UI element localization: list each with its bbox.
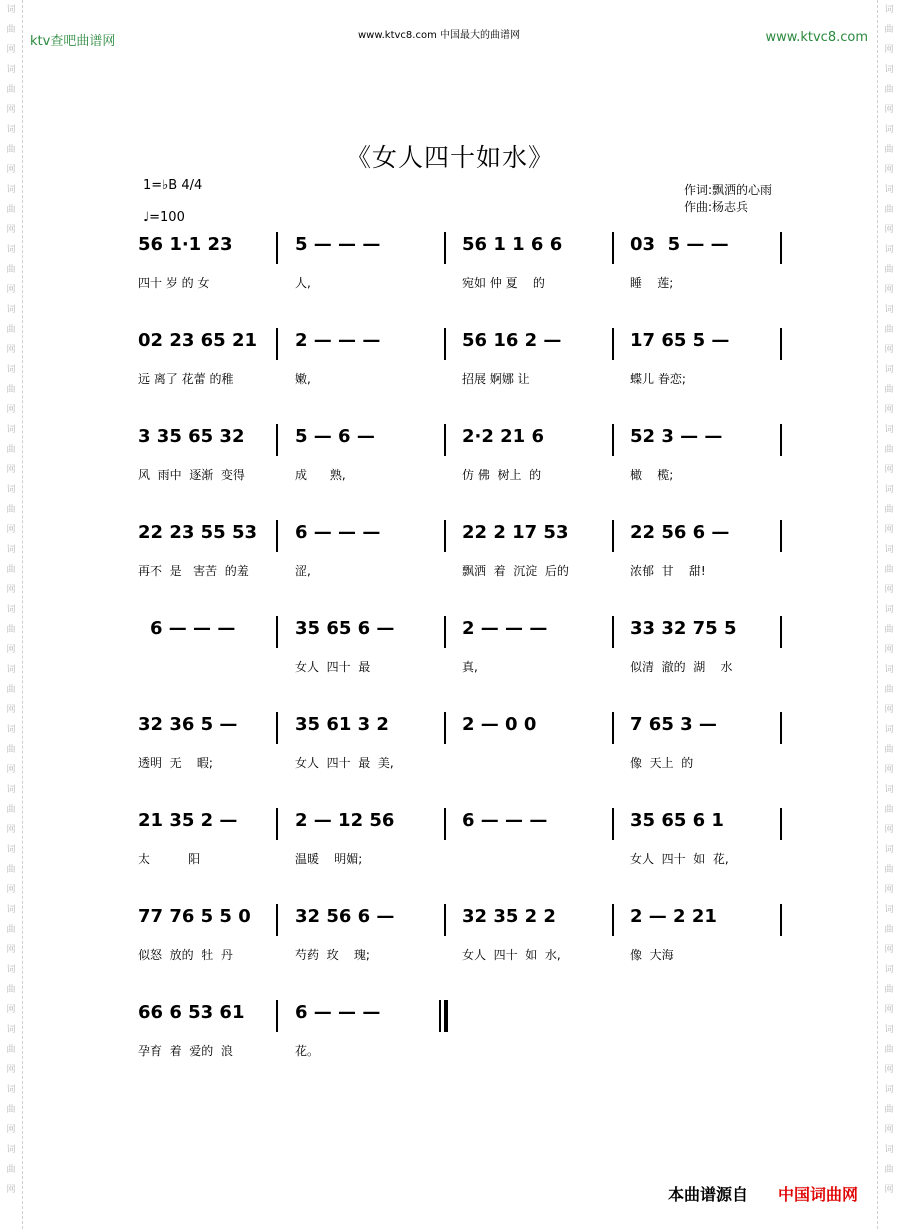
- measure-lyrics: 宛如 仲 夏 的: [462, 276, 545, 290]
- watermark-char: 网: [6, 1185, 16, 1195]
- watermark-char: 曲: [6, 865, 16, 875]
- barline: [444, 712, 446, 744]
- barline: [444, 904, 446, 936]
- watermark-char: 曲: [6, 685, 16, 695]
- watermark-char: 网: [6, 465, 16, 475]
- barline: [276, 232, 278, 264]
- watermark-char: 词: [6, 905, 16, 915]
- watermark-char: 网: [884, 705, 894, 715]
- measure-lyrics: 四十 岁 的 女: [138, 276, 210, 290]
- measure-lyrics: 似清 澈的 湖 水: [630, 660, 733, 674]
- measure-lyrics: 蝶儿 眷恋;: [630, 372, 686, 386]
- watermark-char: 曲: [6, 1105, 16, 1115]
- score-row: [0, 712, 900, 802]
- watermark-char: 词: [6, 845, 16, 855]
- watermark-char: 网: [884, 585, 894, 595]
- watermark-char: 曲: [884, 205, 894, 215]
- measure-lyrics: 人,: [295, 276, 311, 290]
- measure-notes: 35 65 6 —: [295, 618, 395, 639]
- score-row: [0, 1000, 900, 1090]
- watermark-char: 词: [6, 305, 16, 315]
- watermark-char: 曲: [6, 265, 16, 275]
- watermark-char: 曲: [884, 1165, 894, 1175]
- barline: [276, 328, 278, 360]
- watermark-char: 词: [884, 965, 894, 975]
- barline: [444, 424, 446, 456]
- watermark-char: 曲: [884, 805, 894, 815]
- measure-notes: 03 5 — —: [630, 234, 729, 255]
- credits: [684, 182, 772, 216]
- measure-lyrics: 远 离了 花蕾 的稚: [138, 372, 234, 386]
- barline: [780, 616, 782, 648]
- watermark-char: 曲: [884, 1105, 894, 1115]
- measure-notes: 56 1·1 23: [138, 234, 233, 255]
- watermark-char: 词: [884, 425, 894, 435]
- watermark-char: 曲: [6, 1045, 16, 1055]
- watermark-char: 曲: [884, 85, 894, 95]
- watermark-char: 曲: [6, 445, 16, 455]
- barline: [444, 232, 446, 264]
- watermark-char: 词: [884, 1025, 894, 1035]
- score-row: [0, 520, 900, 610]
- watermark-char: 词: [884, 485, 894, 495]
- measure-notes: 32 35 2 2: [462, 906, 556, 927]
- barline: [444, 520, 446, 552]
- barline: [444, 616, 446, 648]
- watermark-char: 网: [884, 1005, 894, 1015]
- measure-lyrics: 芍药 玫 瑰;: [295, 948, 370, 962]
- watermark-char: 词: [6, 425, 16, 435]
- watermark-char: 曲: [884, 145, 894, 155]
- measure-notes: 66 6 53 61: [138, 1002, 245, 1023]
- barline: [612, 424, 614, 456]
- watermark-char: 词: [884, 185, 894, 195]
- composer-credit: 作曲:杨志兵: [684, 200, 749, 214]
- watermark-char: 网: [6, 1005, 16, 1015]
- watermark-char: 网: [884, 225, 894, 235]
- watermark-char: 曲: [6, 145, 16, 155]
- watermark-char: 网: [884, 45, 894, 55]
- barline: [276, 424, 278, 456]
- measure-notes: 56 16 2 —: [462, 330, 562, 351]
- watermark-char: 网: [6, 225, 16, 235]
- watermark-char: 网: [884, 825, 894, 835]
- measure-notes: 2 — 12 56: [295, 810, 395, 831]
- watermark-char: 词: [884, 605, 894, 615]
- measure-lyrics: 仿 佛 树上 的: [462, 468, 542, 482]
- site-url-right: www.ktvc8.com: [765, 30, 868, 45]
- measure-lyrics: 女人 四十 最 美,: [295, 756, 394, 770]
- tempo-marking: ♩=100: [143, 210, 185, 225]
- watermark-char: 词: [884, 1085, 894, 1095]
- watermark-char: 网: [884, 1185, 894, 1195]
- measure-lyrics: 女人 四十 如 水,: [462, 948, 561, 962]
- watermark-char: 网: [6, 45, 16, 55]
- watermark-char: 曲: [884, 985, 894, 995]
- watermark-char: 网: [884, 945, 894, 955]
- measure-lyrics: 嫩,: [295, 372, 311, 386]
- measure-lyrics: 成 熟,: [295, 468, 346, 482]
- watermark-char: 曲: [6, 925, 16, 935]
- watermark-char: 曲: [884, 685, 894, 695]
- barline: [276, 808, 278, 840]
- watermark-char: 曲: [884, 1045, 894, 1055]
- measure-lyrics: 飘洒 着 沉淀 后的: [462, 564, 569, 578]
- watermark-char: 网: [884, 465, 894, 475]
- watermark-char: 曲: [6, 745, 16, 755]
- measure-lyrics: 招展 婀娜 让: [462, 372, 530, 386]
- key-signature: 1=♭B 4/4: [143, 178, 203, 193]
- watermark-char: 网: [6, 1065, 16, 1075]
- watermark-char: 词: [884, 245, 894, 255]
- watermark-char: 曲: [884, 565, 894, 575]
- measure-lyrics: 橄 榄;: [630, 468, 674, 482]
- watermark-char: 词: [884, 905, 894, 915]
- measure-notes: 6 — — —: [462, 810, 548, 831]
- measure-notes: 56 1 1 6 6: [462, 234, 563, 255]
- measure-lyrics: 太 阳: [138, 852, 201, 866]
- measure-notes: 32 36 5 —: [138, 714, 238, 735]
- measure-notes: 33 32 75 5: [630, 618, 737, 639]
- lyricist-credit: 作词:飘洒的心雨: [684, 183, 773, 197]
- watermark-char: 曲: [6, 205, 16, 215]
- watermark-char: 词: [884, 1145, 894, 1155]
- watermark-char: 曲: [6, 385, 16, 395]
- measure-lyrics: 孕育 着 爱的 浪: [138, 1044, 233, 1058]
- watermark-char: 词: [6, 245, 16, 255]
- watermark-char: 词: [884, 665, 894, 675]
- barline: [780, 904, 782, 936]
- watermark-char: 曲: [884, 325, 894, 335]
- score-row: [0, 904, 900, 994]
- watermark-char: 词: [884, 785, 894, 795]
- watermark-char: 词: [884, 305, 894, 315]
- watermark-char: 网: [6, 765, 16, 775]
- watermark-char: 曲: [884, 745, 894, 755]
- watermark-char: 曲: [6, 565, 16, 575]
- watermark-char: 网: [884, 105, 894, 115]
- watermark-char: 曲: [6, 85, 16, 95]
- site-name-left: ktv查吧曲谱网: [30, 34, 116, 49]
- watermark-char: 词: [884, 725, 894, 735]
- watermark-char: 曲: [6, 1165, 16, 1175]
- barline: [276, 712, 278, 744]
- measure-notes: 3 35 65 32: [138, 426, 245, 447]
- watermark-char: 词: [884, 125, 894, 135]
- barline: [276, 1000, 278, 1032]
- measure-notes: 35 65 6 1: [630, 810, 724, 831]
- watermark-char: 词: [6, 545, 16, 555]
- barline: [444, 808, 446, 840]
- watermark-char: 网: [884, 1125, 894, 1135]
- barline: [612, 904, 614, 936]
- watermark-char: 词: [6, 365, 16, 375]
- measure-notes: 22 2 17 53: [462, 522, 569, 543]
- score-row: [0, 232, 900, 322]
- measure-notes: 5 — 6 —: [295, 426, 375, 447]
- barline: [444, 328, 446, 360]
- watermark-char: 曲: [6, 985, 16, 995]
- watermark-char: 网: [884, 345, 894, 355]
- watermark-char: 词: [884, 545, 894, 555]
- watermark-char: 词: [6, 965, 16, 975]
- watermark-char: 曲: [884, 265, 894, 275]
- score-row: [0, 808, 900, 898]
- barline: [276, 520, 278, 552]
- watermark-char: 网: [6, 585, 16, 595]
- measure-notes: 21 35 2 —: [138, 810, 238, 831]
- measure-notes: 32 56 6 —: [295, 906, 395, 927]
- watermark-char: 网: [884, 285, 894, 295]
- measure-notes: 6 — — —: [295, 1002, 381, 1023]
- watermark-char: 曲: [884, 625, 894, 635]
- measure-notes: 22 23 55 53: [138, 522, 257, 543]
- barline: [780, 520, 782, 552]
- measure-lyrics: 似怒 放的 牡 丹: [138, 948, 233, 962]
- watermark-char: 网: [6, 405, 16, 415]
- measure-lyrics: 女人 四十 如 花,: [630, 852, 729, 866]
- barline: [612, 520, 614, 552]
- measure-notes: 02 23 65 21: [138, 330, 257, 351]
- measure-notes: 2 — 2 21: [630, 906, 717, 927]
- watermark-char: 词: [6, 605, 16, 615]
- watermark-char: 词: [6, 125, 16, 135]
- watermark-char: 词: [6, 665, 16, 675]
- watermark-char: 词: [884, 5, 894, 15]
- measure-notes: 77 76 5 5 0: [138, 906, 251, 927]
- watermark-char: 曲: [6, 625, 16, 635]
- score-row: [0, 424, 900, 514]
- watermark-char: 词: [6, 65, 16, 75]
- watermark-char: 曲: [6, 25, 16, 35]
- measure-notes: 5 — — —: [295, 234, 381, 255]
- watermark-char: 曲: [884, 865, 894, 875]
- watermark-char: 曲: [884, 385, 894, 395]
- watermark-char: 网: [6, 825, 16, 835]
- measure-lyrics: 温暖 明媚;: [295, 852, 363, 866]
- measure-lyrics: 花。: [295, 1044, 320, 1058]
- watermark-char: 网: [6, 105, 16, 115]
- measure-notes: 52 3 — —: [630, 426, 723, 447]
- measure-notes: 2 — — —: [462, 618, 548, 639]
- watermark-char: 词: [6, 785, 16, 795]
- final-barline: [444, 1000, 448, 1032]
- watermark-char: 曲: [884, 925, 894, 935]
- watermark-char: 曲: [884, 25, 894, 35]
- watermark-char: 曲: [884, 505, 894, 515]
- watermark-char: 词: [6, 5, 16, 15]
- barline: [780, 712, 782, 744]
- watermark-char: 网: [6, 945, 16, 955]
- watermark-char: 词: [6, 185, 16, 195]
- watermark-char: 词: [6, 725, 16, 735]
- watermark-char: 网: [884, 765, 894, 775]
- final-barline-thin: [439, 1000, 441, 1032]
- barline: [612, 808, 614, 840]
- watermark-char: 网: [6, 645, 16, 655]
- measure-notes: 22 56 6 —: [630, 522, 730, 543]
- watermark-char: 网: [884, 885, 894, 895]
- measure-lyrics: 像 大海: [630, 948, 674, 962]
- measure-lyrics: 真,: [462, 660, 478, 674]
- measure-lyrics: 女人 四十 最: [295, 660, 371, 674]
- measure-lyrics: 睡 莲;: [630, 276, 674, 290]
- watermark-char: 网: [6, 705, 16, 715]
- barline: [276, 904, 278, 936]
- watermark-char: 曲: [6, 325, 16, 335]
- measure-notes: 2 — 0 0: [462, 714, 537, 735]
- measure-notes: 6 — — —: [150, 618, 236, 639]
- watermark-char: 网: [6, 885, 16, 895]
- watermark-char: 词: [6, 485, 16, 495]
- barline: [612, 328, 614, 360]
- watermark-char: 网: [884, 405, 894, 415]
- measure-notes: 7 65 3 —: [630, 714, 717, 735]
- watermark-char: 词: [884, 845, 894, 855]
- watermark-char: 网: [6, 285, 16, 295]
- score-row: [0, 616, 900, 706]
- watermark-char: 词: [6, 1085, 16, 1095]
- barline: [276, 616, 278, 648]
- watermark-char: 网: [6, 345, 16, 355]
- barline: [780, 232, 782, 264]
- site-tagline: www.ktvc8.com 中国最大的曲谱网: [358, 30, 521, 41]
- watermark-char: 词: [6, 1025, 16, 1035]
- watermark-char: 曲: [6, 805, 16, 815]
- measure-lyrics: 风 雨中 逐渐 变得: [138, 468, 245, 482]
- song-title: 《女人四十如水》: [345, 143, 554, 172]
- measure-lyrics: 涩,: [295, 564, 311, 578]
- barline: [612, 712, 614, 744]
- watermark-char: 网: [884, 165, 894, 175]
- watermark-char: 词: [884, 65, 894, 75]
- watermark-char: 网: [6, 165, 16, 175]
- watermark-char: 网: [6, 1125, 16, 1135]
- barline: [612, 616, 614, 648]
- watermark-char: 词: [884, 365, 894, 375]
- barline: [780, 424, 782, 456]
- measure-lyrics: 再不 是 害苦 的羞: [138, 564, 249, 578]
- measure-lyrics: 浓郁 甘 甜!: [630, 564, 706, 578]
- watermark-char: 网: [884, 525, 894, 535]
- measure-lyrics: 透明 无 暇;: [138, 756, 213, 770]
- watermark-char: 曲: [884, 445, 894, 455]
- barline: [612, 232, 614, 264]
- score-row: [0, 328, 900, 418]
- measure-lyrics: 像 天上 的: [630, 756, 694, 770]
- watermark-char: 网: [6, 525, 16, 535]
- barline: [780, 808, 782, 840]
- footer-brand: 中国词曲网: [778, 1185, 859, 1204]
- measure-notes: 2·2 21 6: [462, 426, 544, 447]
- watermark-char: 词: [6, 1145, 16, 1155]
- watermark-char: 网: [884, 1065, 894, 1075]
- barline: [780, 328, 782, 360]
- measure-notes: 6 — — —: [295, 522, 381, 543]
- measure-notes: 2 — — —: [295, 330, 381, 351]
- watermark-char: 曲: [6, 505, 16, 515]
- measure-notes: 17 65 5 —: [630, 330, 730, 351]
- measure-notes: 35 61 3 2: [295, 714, 389, 735]
- footer-source-label: 本曲谱源自: [668, 1185, 749, 1204]
- watermark-char: 网: [884, 645, 894, 655]
